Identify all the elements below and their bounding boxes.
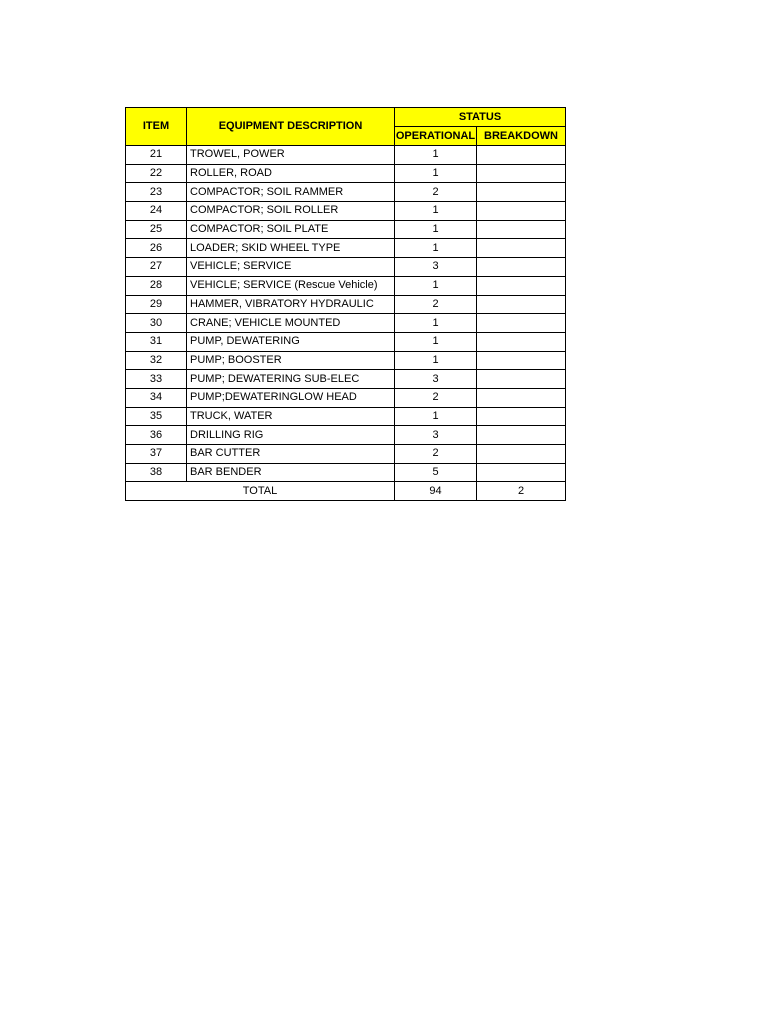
- item-number-cell: 37: [126, 445, 187, 464]
- breakdown-count-cell: [477, 463, 566, 482]
- table-row: [126, 220, 566, 239]
- operational-count-cell: 1: [395, 332, 477, 351]
- breakdown-count-cell: [477, 332, 566, 351]
- table-row: [126, 276, 566, 295]
- equipment-description-cell: DRILLING RIG: [187, 426, 395, 445]
- header-row-top: [126, 108, 566, 127]
- table-row: [126, 407, 566, 426]
- table-row: [126, 164, 566, 183]
- item-number-cell: 30: [126, 314, 187, 333]
- table-row: [126, 388, 566, 407]
- item-number-cell: 28: [126, 276, 187, 295]
- breakdown-count-cell: [477, 426, 566, 445]
- item-number-cell: 32: [126, 351, 187, 370]
- breakdown-count-cell: [477, 220, 566, 239]
- header-breakdown: BREAKDOWN: [477, 127, 566, 146]
- equipment-description-cell: TRUCK, WATER: [187, 407, 395, 426]
- equipment-status-table: [125, 107, 566, 501]
- equipment-description-cell: VEHICLE; SERVICE (Rescue Vehicle): [187, 276, 395, 295]
- item-number-cell: 33: [126, 370, 187, 389]
- operational-count-cell: 2: [395, 183, 477, 202]
- operational-count-cell: 1: [395, 164, 477, 183]
- breakdown-count-cell: [477, 183, 566, 202]
- operational-count-cell: 1: [395, 314, 477, 333]
- operational-count-cell: 1: [395, 202, 477, 221]
- table-body: [126, 146, 566, 482]
- equipment-description-cell: COMPACTOR; SOIL ROLLER: [187, 202, 395, 221]
- equipment-description-cell: TROWEL, POWER: [187, 146, 395, 165]
- operational-count-cell: 3: [395, 426, 477, 445]
- breakdown-count-cell: [477, 314, 566, 333]
- table-row: [126, 146, 566, 165]
- operational-count-cell: 1: [395, 351, 477, 370]
- operational-count-cell: 1: [395, 220, 477, 239]
- item-number-cell: 36: [126, 426, 187, 445]
- equipment-description-cell: BAR BENDER: [187, 463, 395, 482]
- breakdown-count-cell: [477, 239, 566, 258]
- total-row: [126, 482, 566, 501]
- operational-count-cell: 2: [395, 388, 477, 407]
- operational-count-cell: 1: [395, 276, 477, 295]
- equipment-description-cell: ROLLER, ROAD: [187, 164, 395, 183]
- equipment-description-cell: PUMP;DEWATERINGLOW HEAD: [187, 388, 395, 407]
- breakdown-count-cell: [477, 370, 566, 389]
- table-row: [126, 463, 566, 482]
- breakdown-count-cell: [477, 351, 566, 370]
- breakdown-count-cell: [477, 295, 566, 314]
- item-number-cell: 25: [126, 220, 187, 239]
- operational-count-cell: 2: [395, 295, 477, 314]
- item-number-cell: 26: [126, 239, 187, 258]
- operational-count-cell: 1: [395, 407, 477, 426]
- header-status: STATUS: [395, 108, 566, 127]
- item-number-cell: 31: [126, 332, 187, 351]
- breakdown-count-cell: [477, 146, 566, 165]
- header-operational: OPERATIONAL: [395, 127, 477, 146]
- breakdown-count-cell: [477, 388, 566, 407]
- breakdown-count-cell: [477, 407, 566, 426]
- item-number-cell: 21: [126, 146, 187, 165]
- breakdown-count-cell: [477, 164, 566, 183]
- operational-count-cell: 5: [395, 463, 477, 482]
- equipment-description-cell: PUMP; BOOSTER: [187, 351, 395, 370]
- operational-count-cell: 1: [395, 239, 477, 258]
- item-number-cell: 35: [126, 407, 187, 426]
- item-number-cell: 38: [126, 463, 187, 482]
- table-row: [126, 332, 566, 351]
- equipment-description-cell: COMPACTOR; SOIL PLATE: [187, 220, 395, 239]
- breakdown-count-cell: [477, 202, 566, 221]
- item-number-cell: 24: [126, 202, 187, 221]
- operational-count-cell: 2: [395, 445, 477, 464]
- table-row: [126, 295, 566, 314]
- breakdown-count-cell: [477, 445, 566, 464]
- equipment-description-cell: PUMP; DEWATERING SUB-ELEC: [187, 370, 395, 389]
- table-row: [126, 370, 566, 389]
- equipment-description-cell: BAR CUTTER: [187, 445, 395, 464]
- total-label: TOTAL: [126, 482, 395, 501]
- total-breakdown: 2: [477, 482, 566, 501]
- equipment-description-cell: LOADER; SKID WHEEL TYPE: [187, 239, 395, 258]
- item-number-cell: 29: [126, 295, 187, 314]
- table-row: [126, 202, 566, 221]
- table-row: [126, 445, 566, 464]
- equipment-description-cell: PUMP, DEWATERING: [187, 332, 395, 351]
- equipment-description-cell: CRANE; VEHICLE MOUNTED: [187, 314, 395, 333]
- operational-count-cell: 3: [395, 370, 477, 389]
- table-row: [126, 183, 566, 202]
- breakdown-count-cell: [477, 276, 566, 295]
- table-row: [126, 258, 566, 277]
- header-equipment-description: EQUIPMENT DESCRIPTION: [187, 108, 395, 146]
- breakdown-count-cell: [477, 258, 566, 277]
- item-number-cell: 34: [126, 388, 187, 407]
- header-item: ITEM: [126, 108, 187, 146]
- table-row: [126, 426, 566, 445]
- item-number-cell: 22: [126, 164, 187, 183]
- table-row: [126, 351, 566, 370]
- item-number-cell: 23: [126, 183, 187, 202]
- equipment-description-cell: COMPACTOR; SOIL RAMMER: [187, 183, 395, 202]
- table-row: [126, 239, 566, 258]
- item-number-cell: 27: [126, 258, 187, 277]
- operational-count-cell: 3: [395, 258, 477, 277]
- total-operational: 94: [395, 482, 477, 501]
- operational-count-cell: 1: [395, 146, 477, 165]
- equipment-description-cell: HAMMER, VIBRATORY HYDRAULIC: [187, 295, 395, 314]
- table-row: [126, 314, 566, 333]
- equipment-description-cell: VEHICLE; SERVICE: [187, 258, 395, 277]
